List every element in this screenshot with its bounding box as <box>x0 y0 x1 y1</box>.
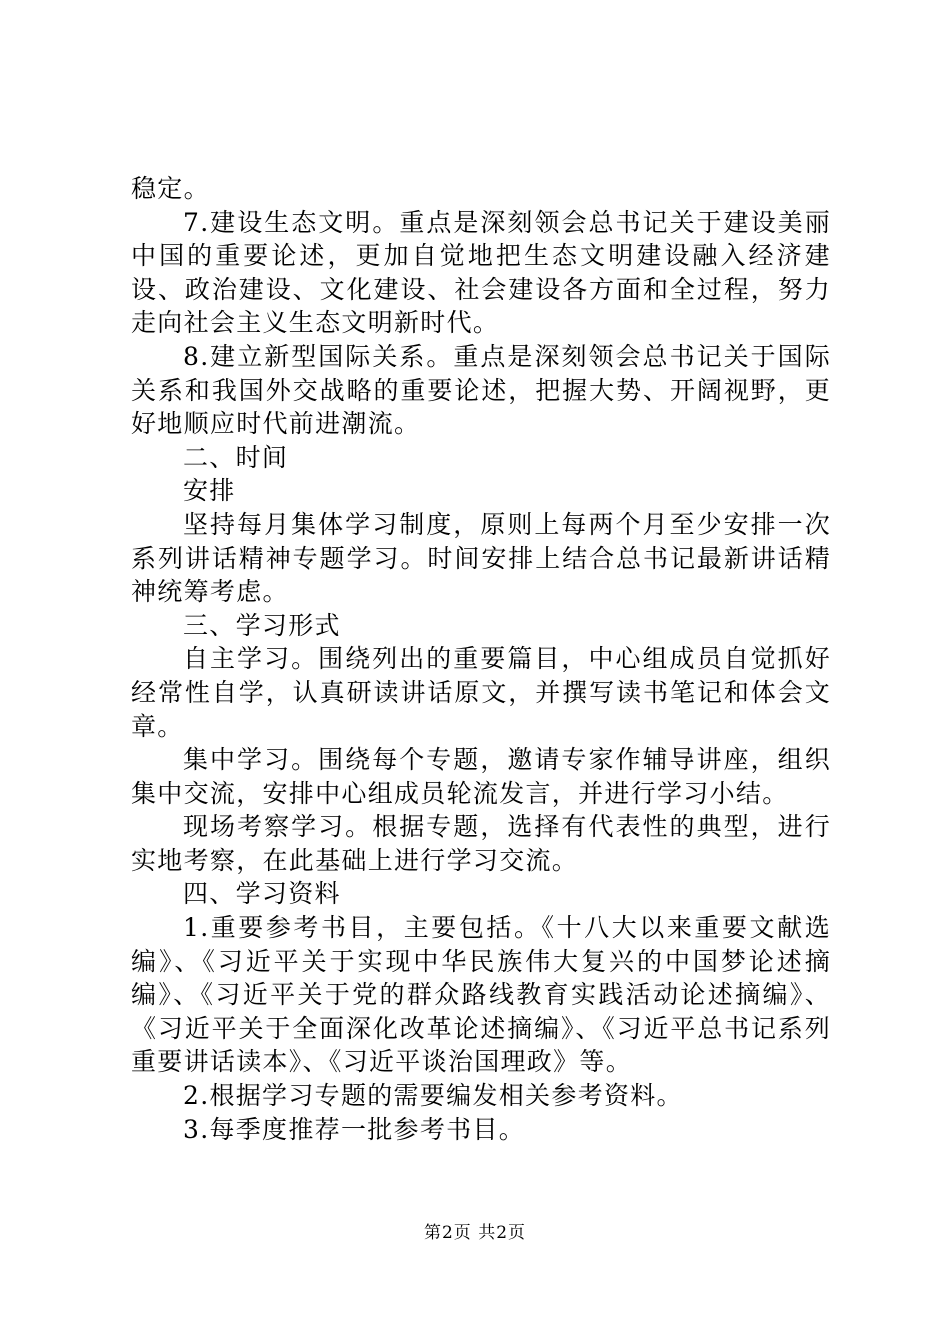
section-heading-materials: 四、学习资料 <box>183 879 341 909</box>
paragraph-material-2: 2.根据学习专题的需要编发相关参考资料。 <box>183 1081 683 1111</box>
paragraph-material-3: 3.每季度推荐一批参考书目。 <box>183 1114 526 1144</box>
section-heading-time: 二、时间 <box>183 442 289 472</box>
document-body <box>131 172 831 1146</box>
paragraph-self-study: 自主学习。围绕列出的重要篇目，中心组成员自觉抓好经常性自学，认真研读讲话原文，并撰写读书笔记和体会文章。 <box>131 644 831 741</box>
paragraph-field-study: 现场考察学习。根据专题，选择有代表性的典型，进行实地考察，在此基础上进行学习交流。 <box>131 812 831 875</box>
section-heading-study-form: 三、学习形式 <box>183 610 341 640</box>
page-footer: 第2页 共2页 <box>423 1223 527 1243</box>
paragraph-group-study: 集中学习。围绕每个专题，邀请专家作辅导讲座，组织集中交流，安排中心组成员轮流发言，并进行学习小结。 <box>131 745 831 808</box>
paragraph-item-7: 7.建设生态文明。重点是深刻领会总书记关于建设美丽中国的重要论述，更加自觉地把生态文明建设融入经济建设、政治建设、文化建设、社会建设各方面和全过程，努力走向社会主义生态文明新时代。 <box>131 207 831 338</box>
paragraph-continuation: 稳定。 <box>131 174 210 203</box>
section-heading-arrangement: 安排 <box>183 476 236 506</box>
paragraph-schedule: 坚持每月集体学习制度，原则上每两个月至少安排一次系列讲话精神专题学习。时间安排上结合总书记最新讲话精神统筹考虑。 <box>131 509 831 607</box>
paragraph-item-8: 8.建立新型国际关系。重点是深刻领会总书记关于国际关系和我国外交战略的重要论述，把握大势、开阔视野，更好地顺应时代前进潮流。 <box>131 341 831 439</box>
paragraph-material-1: 1.重要参考书目，主要包括。《十八大以来重要文献选编》、《习近平关于实现中华民族伟大复兴的中国梦论述摘编》、《习近平关于党的群众路线教育实践活动论述摘编》、《习近平关于全面深化改革论述摘编》、《习近平总书记系列重要讲话读本》、《习近平谈治国理政》等。 <box>131 913 831 1077</box>
